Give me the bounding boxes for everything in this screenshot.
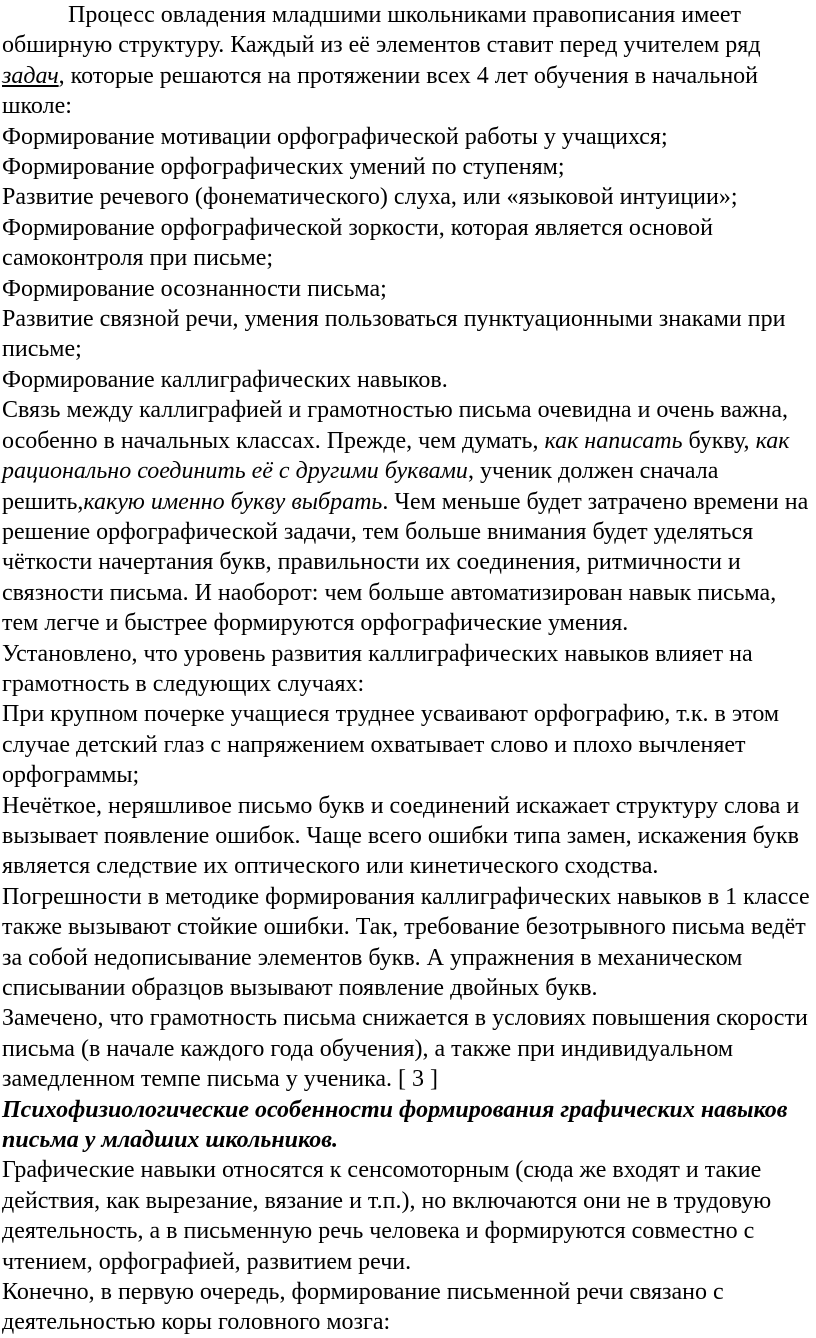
- case-item: При крупном почерке учащиеся труднее усваивают орфографию, т.к. в этом случае детский глаз с напряжением охватывает слово и плохо вычленяет орфограммы;: [2, 701, 780, 789]
- calligraphy-text: букву,: [682, 427, 756, 454]
- last-paragraph: Конечно, в первую очередь, формирование письменной речи связано с деятельностью коры головного мозга:: [2, 1279, 724, 1336]
- calligraphy-text: . Чем меньше будет затрачено времени на решение орфографической задачи, тем больше внимания будет уделяться чёткости начертания букв, правильности их соединения, ритмичности и связности письма. И наоборот: чем больше автоматизирован навык письма, тем легче и быстрее формируются орфографические умения.: [2, 488, 809, 637]
- cases-intro: Установлено, что уровень развития каллиграфических навыков влияет на грамотность в следующих случаях:: [2, 640, 753, 697]
- note-paragraph: Замечено, что грамотность письма снижается в условиях повышения скорости письма (в начале каждого года обучения), а также при индивидуальном замедленном темпе письма у ученика. [ 3 ]: [2, 1005, 808, 1093]
- task-item: Формирование осознанности письма;: [2, 275, 387, 302]
- section-heading: Психофизиологические особенности формирования графических навыков письма у младших школьников.: [2, 1096, 788, 1154]
- case-item: Нечёткое, неряшливое письмо букв и соединений искажает структуру слова и вызывает появление ошибок. Чаще всего ошибки типа замен, искажения букв является следствие их оптического или кинетического сходства.: [2, 792, 800, 880]
- task-item: Формирование орфографической зоркости, которая является основой самоконтроля при письме;: [2, 214, 713, 272]
- graphic-skills-paragraph: Графические навыки относятся к сенсомоторным (сюда же входят и такие действия, как вырезание, вязание и т.п.), но включаются они не в трудовую деятельность, а в письменную речь человека и формируются совместно с чтением, орфографией, развитием речи.: [2, 1157, 772, 1275]
- case-item: Погрешности в методике формирования каллиграфических навыков в 1 классе также вызывают стойкие ошибки. Так, требование безотрывного письма ведёт за собой недописывание элементов букв. А упражнения в механическом списывании образцов вызывают появление двойных букв.: [2, 883, 810, 1001]
- task-item: Формирование мотивации орфографической работы у учащихся;: [2, 123, 668, 150]
- intro-text: Процесс овладения младшими школьниками правописания имеет обширную структуру. Каждый из её элементов ставит перед учителем ряд: [2, 2, 761, 59]
- emphasis-text: как рационально соединить её с другими буквами: [2, 427, 790, 485]
- emphasis-text: какую именно букву выбрать: [83, 488, 383, 515]
- calligraphy-text: Связь между каллиграфией и грамотностью письма очевидна и очень важна, особенно в начальных классах. Прежде, чем думать,: [2, 397, 789, 454]
- calligraphy-paragraph: [0, 395, 816, 638]
- intro-paragraph: [0, 0, 816, 122]
- task-item: Развитие связной речи, умения пользоваться пунктуационными знаками при письме;: [2, 306, 786, 363]
- task-item: Развитие речевого (фонематического) слуха, или «языковой интуиции»;: [2, 184, 738, 211]
- emphasis-text: как написать: [544, 427, 683, 454]
- tasks-link[interactable]: задач: [2, 62, 59, 89]
- task-item: Формирование каллиграфических навыков.: [2, 366, 448, 393]
- task-item: Формирование орфографических умений по ступеням;: [2, 154, 565, 181]
- intro-text-end: , которые решаются на протяжении всех 4 лет обучения в начальной школе:: [2, 62, 759, 120]
- calligraphy-text: , ученик должен сначала решить,: [2, 458, 719, 515]
